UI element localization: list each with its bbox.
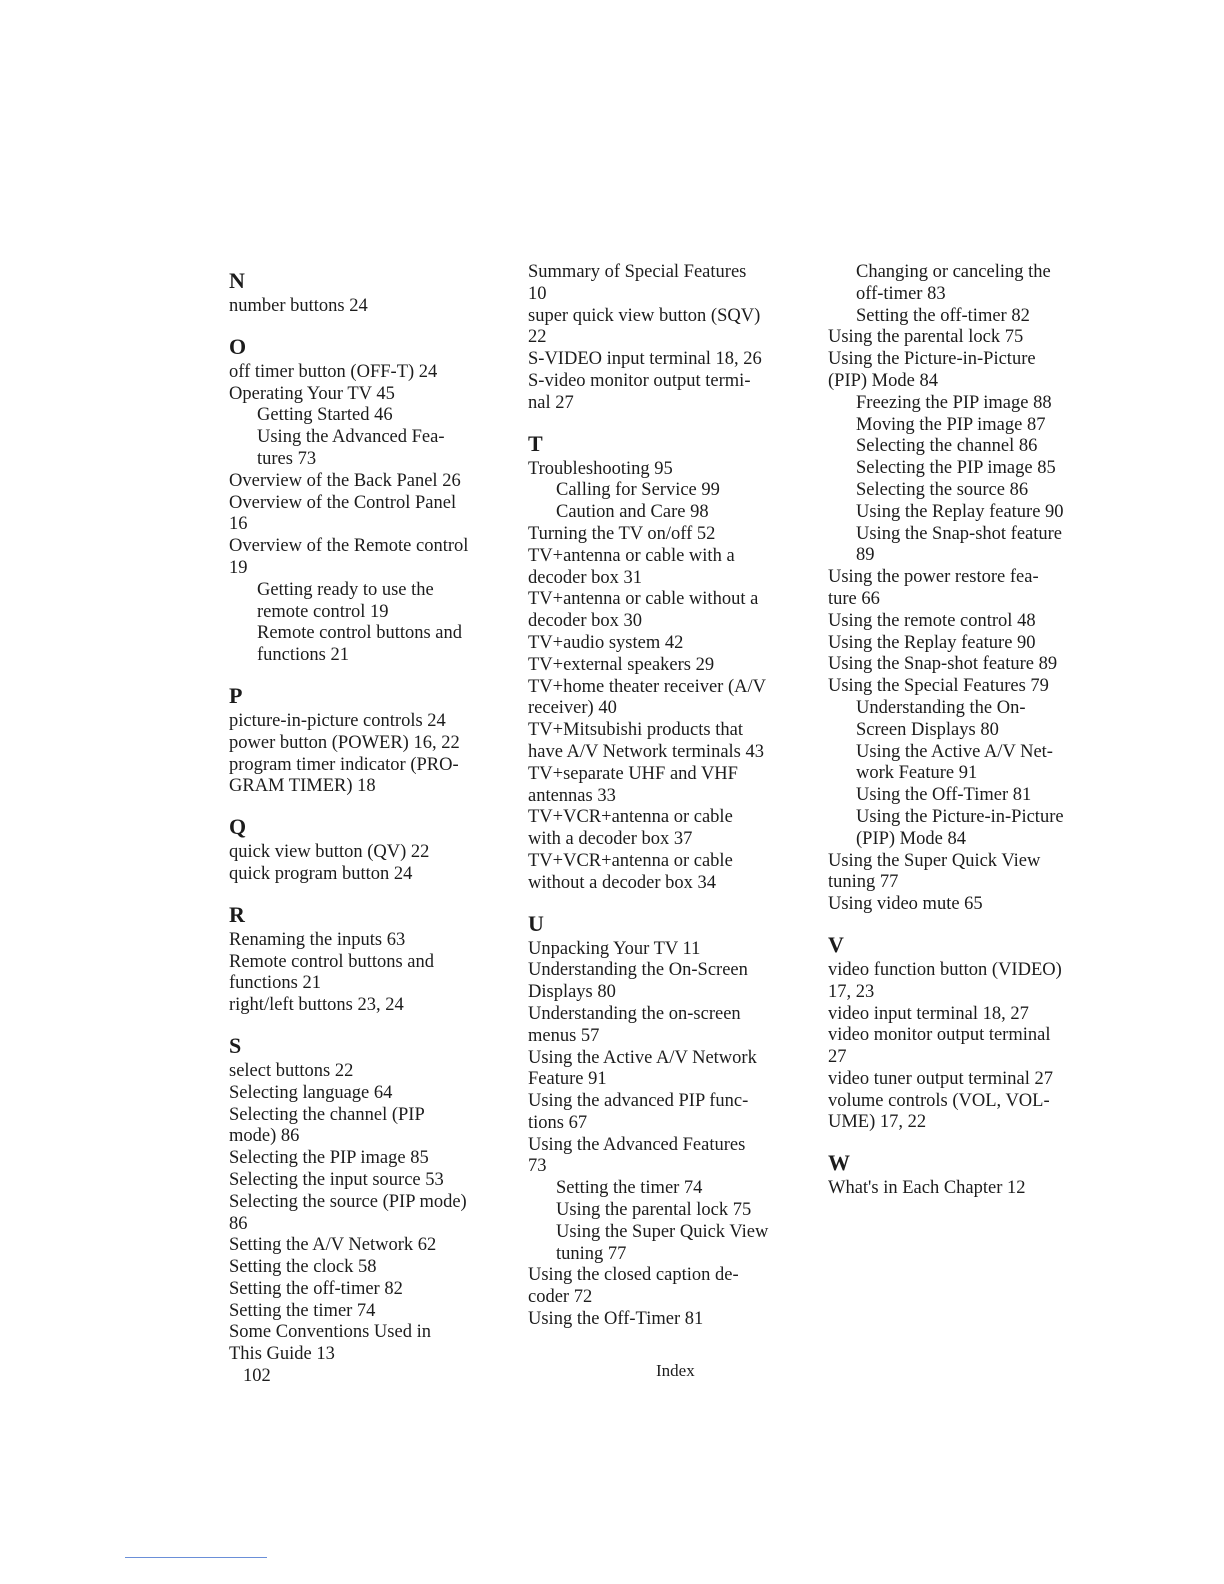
- index-entry: Setting the A/V Network 62: [229, 1235, 437, 1256]
- index-entry: Selecting the PIP image 85: [229, 1148, 429, 1169]
- index-subentry: Using the Snap-shot feature: [856, 523, 1063, 544]
- index-letter-heading: V: [828, 931, 844, 957]
- index-entry: 16: [229, 514, 248, 535]
- index-entry: Renaming the inputs 63: [229, 929, 406, 950]
- index-entry: ture 66: [828, 588, 880, 609]
- index-entry: number buttons 24: [229, 296, 368, 316]
- index-subentry: Getting Started 46: [257, 405, 393, 426]
- index-entry: program timer indicator (PRO-: [229, 754, 459, 775]
- index-entry: volume controls (VOL, VOL-: [828, 1090, 1050, 1111]
- index-entry: super quick view button (SQV): [528, 305, 761, 326]
- index-entry: (PIP) Mode 84: [828, 370, 938, 391]
- index-entry: nal 27: [528, 392, 574, 413]
- index-subentry: Understanding the On-: [856, 697, 1026, 718]
- index-subentry: Selecting the source 86: [856, 479, 1029, 500]
- index-subentry: (PIP) Mode 84: [856, 828, 966, 849]
- index-entry: Troubleshooting 95: [528, 458, 673, 479]
- index-subentry: Selecting the channel 86: [856, 436, 1038, 457]
- index-entry: Using the Off-Timer 81: [528, 1309, 704, 1330]
- index-entry: Overview of the Back Panel 26: [229, 470, 461, 491]
- index-letter-heading: P: [229, 682, 243, 708]
- index-entry: 10: [528, 283, 547, 304]
- index-letter-heading: U: [528, 910, 544, 936]
- index-entry: TV+antenna or cable with a: [528, 545, 735, 566]
- index-entry: Using the Advanced Features: [528, 1134, 746, 1155]
- index-subentry: functions 21: [257, 645, 349, 666]
- index-subentry: Getting ready to use the: [257, 579, 434, 600]
- index-subentry: Screen Displays 80: [856, 719, 999, 740]
- index-subentry: Using the Super Quick View: [556, 1221, 769, 1242]
- index-letter-heading: Q: [229, 814, 247, 840]
- index-entry: Using the advanced PIP func-: [528, 1091, 749, 1112]
- index-entry: TV+Mitsubishi products that: [528, 720, 743, 741]
- index-entry: Overview of the Remote control: [229, 536, 469, 557]
- index-entry: TV+separate UHF and VHF: [528, 763, 738, 784]
- index-subentry: Calling for Service 99: [556, 480, 720, 501]
- index-subentry: 89: [856, 545, 875, 566]
- index-entry: 86: [229, 1213, 248, 1234]
- index-entry: video input terminal 18, 27: [828, 1003, 1029, 1024]
- index-entry: GRAM TIMER) 18: [229, 776, 376, 797]
- index-entry: Using the Super Quick View: [828, 850, 1041, 871]
- index-subentry: remote control 19: [257, 601, 389, 622]
- index-entry: Setting the timer 74: [229, 1300, 376, 1321]
- index-entry: 73: [528, 1156, 547, 1177]
- index-subentry: Moving the PIP image 87: [856, 414, 1046, 435]
- index-entry: Operating Your TV 45: [229, 383, 395, 404]
- index-letter-heading: W: [828, 1150, 850, 1176]
- index-entry: without a decoder box 34: [528, 872, 717, 893]
- index-entry: S-video monitor output termi-: [528, 370, 751, 391]
- index-entry: Using the remote control 48: [828, 610, 1036, 631]
- index-entry: Using the closed caption de-: [528, 1265, 739, 1286]
- index-entry: What's in Each Chapter 12: [828, 1178, 1026, 1199]
- index-entry: picture-in-picture controls 24: [229, 710, 446, 731]
- index-entry: Selecting the input source 53: [229, 1169, 444, 1190]
- index-entry: have A/V Network terminals 43: [528, 741, 765, 762]
- index-entry: Setting the clock 58: [229, 1257, 377, 1278]
- index-entry: Using the Picture-in-Picture: [828, 349, 1036, 370]
- index-entry: with a decoder box 37: [528, 829, 693, 850]
- index-entry: menus 57: [528, 1025, 600, 1046]
- index-entry: Displays 80: [528, 982, 616, 1003]
- index-entry: Overview of the Control Panel: [229, 492, 457, 513]
- index-subentry: Changing or canceling the: [856, 262, 1051, 282]
- index-entry: Some Conventions Used in: [229, 1322, 431, 1343]
- index-entry: video function button (VIDEO): [828, 959, 1062, 980]
- index-subentry: Setting the off-timer 82: [856, 305, 1030, 326]
- index-subentry: tures 73: [257, 448, 317, 469]
- index-subentry: work Feature 91: [856, 763, 978, 784]
- index-entry: decoder box 31: [528, 567, 643, 588]
- index-subentry: Remote control buttons and: [257, 623, 463, 644]
- index-entry: S-VIDEO input terminal 18, 26: [528, 349, 762, 370]
- index-entry: 22: [528, 327, 547, 348]
- index-entry: TV+VCR+antenna or cable: [528, 807, 733, 828]
- index-entry: quick view button (QV) 22: [229, 842, 430, 863]
- index-column-3: [828, 262, 1118, 1200]
- index-entry: 17, 23: [828, 981, 875, 1002]
- index-entry: select buttons 22: [229, 1060, 354, 1081]
- index-entry: right/left buttons 23, 24: [229, 995, 404, 1016]
- index-entry: Using the Replay feature 90: [828, 632, 1036, 653]
- index-letter-heading: O: [229, 333, 247, 359]
- index-entry: power button (POWER) 16, 22: [229, 732, 460, 753]
- index-entry: TV+VCR+antenna or cable: [528, 850, 733, 871]
- index-letter-heading: T: [528, 430, 543, 456]
- index-entry: Summary of Special Features: [528, 262, 747, 282]
- index-subentry: Using the Off-Timer 81: [856, 785, 1032, 806]
- index-entry: video monitor output terminal: [828, 1025, 1051, 1046]
- index-entry: Using video mute 65: [828, 894, 983, 915]
- index-entry: coder 72: [528, 1287, 593, 1308]
- index-entry: Unpacking Your TV 11: [528, 938, 701, 959]
- index-subentry: Using the parental lock 75: [556, 1200, 752, 1221]
- index-entry: Selecting the channel (PIP: [229, 1104, 425, 1125]
- index-entry: UME) 17, 22: [828, 1112, 927, 1133]
- index-entry: antennas 33: [528, 785, 616, 806]
- index-column-2: [528, 262, 818, 1331]
- index-subentry: Using the Active A/V Net-: [856, 741, 1053, 762]
- index-entry: quick program button 24: [229, 863, 413, 884]
- index-entry: TV+home theater receiver (A/V: [528, 676, 766, 697]
- index-entry: Using the Snap-shot feature 89: [828, 654, 1058, 675]
- index-subentry: Using the Advanced Fea-: [257, 427, 445, 448]
- index-subentry: Selecting the PIP image 85: [856, 458, 1056, 479]
- index-subentry: Using the Replay feature 90: [856, 501, 1064, 522]
- index-entry: 19: [229, 557, 248, 578]
- index-entry: tions 67: [528, 1112, 588, 1133]
- index-letter-heading: S: [229, 1032, 242, 1058]
- index-subentry: Setting the timer 74: [556, 1178, 703, 1199]
- index-entry: Setting the off-timer 82: [229, 1278, 403, 1299]
- index-entry: Understanding the On-Screen: [528, 960, 748, 981]
- index-entry: Selecting the source (PIP mode): [229, 1191, 467, 1212]
- index-entry: 27: [828, 1047, 847, 1068]
- index-entry: Using the Active A/V Network: [528, 1047, 757, 1068]
- index-entry: Using the parental lock 75: [828, 327, 1024, 348]
- index-subentry: Freezing the PIP image 88: [856, 392, 1052, 413]
- index-entry: functions 21: [229, 973, 321, 994]
- index-entry: Remote control buttons and: [229, 951, 435, 972]
- index-entry: mode) 86: [229, 1126, 300, 1147]
- index-entry: video tuner output terminal 27: [828, 1068, 1054, 1089]
- running-footer-title: Index: [656, 1361, 695, 1380]
- index-entry: Using the power restore fea-: [828, 567, 1039, 588]
- index-entry: Selecting language 64: [229, 1082, 393, 1103]
- index-entry: tuning 77: [828, 872, 899, 893]
- divider-line: [125, 1557, 267, 1558]
- index-column-1: [229, 268, 519, 1366]
- index-entry: TV+antenna or cable without a: [528, 589, 759, 610]
- index-entry: Understanding the on-screen: [528, 1003, 741, 1024]
- page-number: 102: [243, 1366, 271, 1386]
- index-subentry: tuning 77: [556, 1243, 627, 1264]
- index-entry: Feature 91: [528, 1069, 607, 1090]
- index-letter-heading: N: [229, 268, 245, 293]
- index-entry: decoder box 30: [528, 611, 643, 632]
- index-entry: TV+external speakers 29: [528, 654, 715, 675]
- index-entry: off timer button (OFF-T) 24: [229, 361, 438, 382]
- index-subentry: Caution and Care 98: [556, 502, 709, 523]
- index-subentry: off-timer 83: [856, 283, 946, 304]
- index-entry: This Guide 13: [229, 1344, 335, 1365]
- index-entry: Using the Special Features 79: [828, 676, 1049, 697]
- index-entry: TV+audio system 42: [528, 632, 684, 653]
- index-letter-heading: R: [229, 901, 245, 927]
- index-subentry: Using the Picture-in-Picture: [856, 806, 1064, 827]
- index-entry: Turning the TV on/off 52: [528, 523, 716, 544]
- index-entry: receiver) 40: [528, 698, 617, 719]
